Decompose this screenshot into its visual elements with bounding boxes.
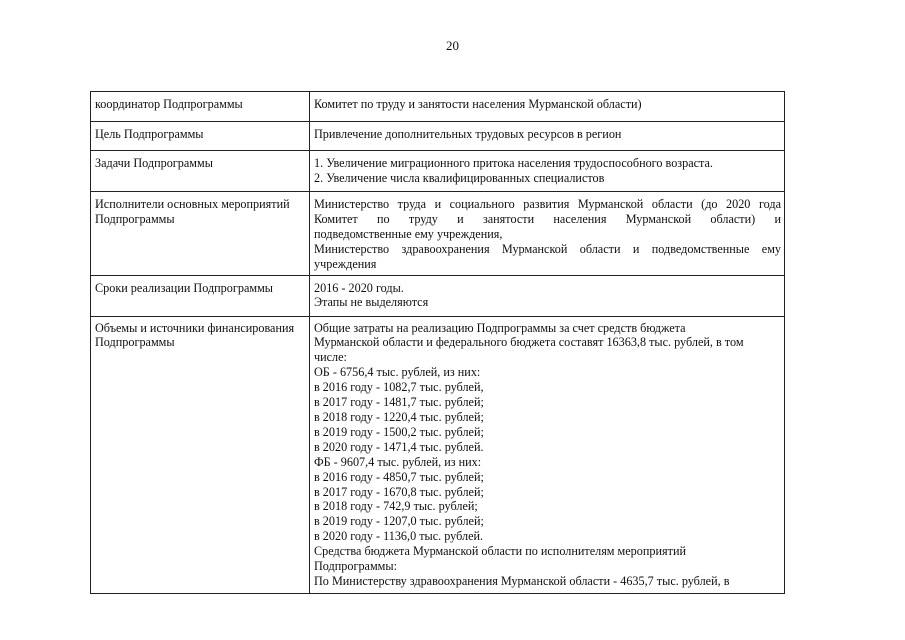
- task-item: 2. Увеличение числа квалифицированных специалистов: [314, 170, 605, 185]
- terms-value: [310, 275, 785, 316]
- page-number: 20: [446, 38, 459, 53]
- terms-label: [91, 275, 310, 316]
- executors-label-line: Подпрограммы: [95, 211, 175, 226]
- executors-line: Министерство здравоохранения Мурманской области и подведомственные ему: [314, 241, 781, 256]
- goal-label-text: Цель Подпрограммы: [95, 127, 204, 141]
- funding-line: ФБ - 9607,4 тыс. рублей, из них:: [314, 454, 482, 469]
- funding-line: в 2019 году - 1500,2 тыс. рублей;: [314, 424, 484, 439]
- table-row-executors: [91, 192, 785, 276]
- tasks-label: [91, 151, 310, 192]
- terms-line: 2016 - 2020 годы.: [314, 280, 404, 295]
- executors-value: [310, 192, 785, 276]
- executors-line: Министерство труда и социального развития Мурманской области (до 2020 года: [314, 197, 781, 211]
- coordinator-label: [91, 92, 310, 122]
- tasks-label-text: Задачи Подпрограммы: [95, 156, 213, 170]
- coordinator-label-text: координатор Подпрограммы: [95, 97, 243, 111]
- funding-line: в 2020 году - 1136,0 тыс. рублей.: [314, 529, 484, 544]
- funding-line: Мурманской области и федерального бюджета составят 16363,8 тыс. рублей, в том: [314, 335, 744, 350]
- table-row-tasks: [91, 151, 785, 192]
- funding-line: в 2019 году - 1207,0 тыс. рублей;: [314, 514, 484, 529]
- terms-line: Этапы не выделяются: [314, 295, 429, 310]
- table-row-funding: [91, 316, 785, 593]
- funding-line: в 2016 году - 1082,7 тыс. рублей,: [314, 380, 484, 395]
- funding-line: Общие затраты на реализацию Подпрограммы за счет средств бюджета: [314, 320, 686, 335]
- table-row-coordinator: [91, 92, 785, 122]
- executors-line: учреждения: [314, 256, 377, 271]
- funding-line: числе:: [314, 350, 347, 365]
- table-row-goal: [91, 122, 785, 151]
- funding-line: По Министерству здравоохранения Мурманской области - 4635,7 тыс. рублей, в: [314, 573, 730, 588]
- executors-label-line: Исполнители основных мероприятий: [95, 197, 290, 211]
- coordinator-value-text: Комитет по труду и занятости населения Мурманской области): [314, 97, 642, 111]
- funding-line: в 2017 году - 1670,8 тыс. рублей;: [314, 484, 484, 499]
- terms-label-text: Сроки реализации Подпрограммы: [95, 280, 273, 295]
- funding-line: Подпрограммы:: [314, 559, 397, 574]
- funding-line: в 2016 году - 4850,7 тыс. рублей;: [314, 469, 484, 484]
- coordinator-value: [310, 92, 785, 122]
- task-item: 1. Увеличение миграционного притока населения трудоспособного возраста.: [314, 156, 713, 170]
- goal-value: [310, 122, 785, 151]
- funding-line: Средства бюджета Мурманской области по исполнителям мероприятий: [314, 544, 686, 559]
- tasks-value: [310, 151, 785, 192]
- goal-label: [91, 122, 310, 151]
- funding-line: в 2020 году - 1471,4 тыс. рублей.: [314, 439, 484, 454]
- funding-label-line: Подпрограммы: [95, 335, 175, 350]
- funding-line: в 2018 году - 1220,4 тыс. рублей;: [314, 409, 484, 424]
- executors-line: Комитет по труду и занятости населения Мурманской области) и: [314, 211, 781, 226]
- funding-line: в 2017 году - 1481,7 тыс. рублей;: [314, 395, 484, 410]
- funding-line: ОБ - 6756,4 тыс. рублей, из них:: [314, 365, 481, 380]
- executors-line: подведомственные ему учреждения,: [314, 226, 503, 241]
- executors-label: [91, 192, 310, 276]
- funding-label-line: Объемы и источники финансирования: [95, 320, 295, 335]
- table-row-terms: [91, 275, 785, 316]
- subprogram-passport-table: [90, 91, 785, 594]
- funding-value: [310, 316, 785, 593]
- funding-label: [91, 316, 310, 593]
- goal-value-text: Привлечение дополнительных трудовых ресурсов в регион: [314, 127, 622, 141]
- funding-line: в 2018 году - 742,9 тыс. рублей;: [314, 499, 478, 514]
